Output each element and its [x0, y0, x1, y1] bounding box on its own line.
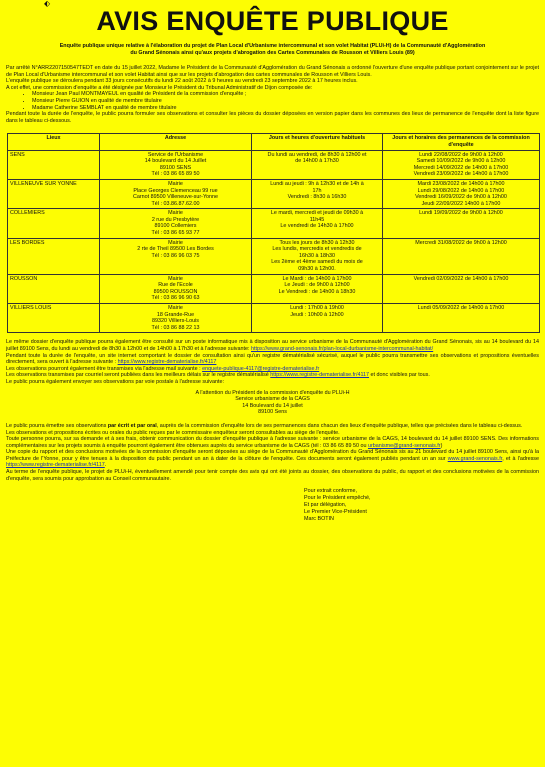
cell-lieu: VILLENEUVE SUR YONNE [8, 179, 100, 208]
cell-permanences-line: Vendredi 16/09/2022 de 9h00 à 12h00 [415, 194, 507, 201]
table-row [8, 209, 540, 238]
para-registre [6, 353, 539, 366]
table-row [8, 238, 540, 274]
cell-adresse-line: 18 Grande-Rue [156, 311, 195, 318]
cursor-icon: ⬖ [44, 0, 51, 8]
para-poste-informatique [6, 339, 539, 352]
signature-line: Le Premier Vice-Président [304, 509, 367, 516]
member-item: • Monsieur Jean Paul MONTMAYEUL en qualité de Président de la commission d'enquête ; [32, 91, 539, 98]
cell-horaires [252, 179, 383, 208]
cell-adresse-line: Place Georges Clemenceau 99 rue [133, 187, 218, 194]
para-terme: Au terme de l'enquête publique, le projet de PLUi-H, éventuellement amendé pour tenir compte des avis qui ont été joints au dossier, des observations du public, du rapport et des conclusions motivées de la commission d'enquête, sera soumis pour approbation au Conseil communautaire. [6, 469, 539, 482]
signature-block [304, 488, 539, 523]
table-body [8, 150, 540, 333]
cell-adresse-line: Tél : 03 86 65 93 77 [151, 230, 200, 237]
cell-adresse-line: 2 rte de Theil 89500 Les Bordes [137, 246, 214, 253]
cell-permanences-line: Jeudi 22/09/2022 14h00 à 17h00 [421, 200, 501, 207]
cell-adresse [100, 274, 252, 303]
cell-permanences-line: Mercredi 14/09/2022 de 14h00 à 17h00 [413, 164, 509, 171]
cell-lieu: COLLEMIERS [8, 209, 100, 238]
cell-horaires-line: de 14h00 à 17h30 [295, 158, 339, 165]
column-header-adresse: Adresse [100, 134, 252, 150]
cell-horaires-line: Les 2ème et 4ème samedi du mois de [271, 259, 363, 266]
para-text: Toute personne pourra, sur sa demande et à ses frais, obtenir communication du dossier d'enquête publique à l'adresse suivante : service urbanisme de la CAGS, 14 boulevard du 14 juillet 89100 SENS. Des informations complémentaires sur les projets soumis à enquête pourront également être obtenues auprès du service urbanisme de la CAGS (tél : 03 86 65 89 50 ou [6, 436, 539, 449]
para-text: Le public pourra émettre ses observations [6, 422, 107, 429]
link-registre[interactable]: https://www.registre-dematerialise.fr/4117 [117, 359, 217, 366]
column-header-horaires: Jours et heures d'ouverture habituels [252, 134, 383, 150]
cell-adresse-line: 89100 SENS [159, 164, 192, 171]
cell-lieu: SENS [8, 150, 100, 179]
signature-name: Marc BOTIN [304, 516, 334, 523]
para-oral [6, 423, 539, 430]
cell-adresse-line: 89500 ROUSSON [153, 288, 198, 295]
cell-lieu: LES BORDES [8, 238, 100, 274]
cell-permanences-line: Lundi 05/09/2022 de 14h00 à 17h00 [417, 305, 505, 311]
cell-permanences [383, 179, 540, 208]
cell-horaires-line: Le Mardi : de 14h00 à 17h00 [282, 275, 352, 282]
intro-consultation: Pendant toute la durée de l'enquête, le public pourra formuler ses observations et consulter les pièces du dossier déposées en version papier dans les communes des lieux de permanence de l'enquête dont la liste figure dans le tableau ci-dessous. [6, 111, 539, 124]
para-text: Les observations transmises par courriel seront publiées dans les meilleurs délais sur le registre dématérialisé [6, 372, 269, 379]
cell-horaires-line: 16h30 à 18h30 [299, 252, 335, 259]
para-text: , et à l'adresse [502, 455, 539, 462]
cell-horaires-line: 11h45 [309, 216, 325, 223]
cell-permanences [383, 274, 540, 303]
cell-adresse-line: Mairie [168, 210, 183, 217]
para-text: ) [440, 442, 443, 449]
para-mail [6, 366, 539, 373]
column-header-permanences: Jours et horaires des permanences de la commission d'enquête [383, 134, 540, 150]
postal-line: A l'attention du Président de la commission d'enquête du PLUi-H [195, 389, 350, 396]
cell-horaires-line: Le mardi, mercredi et jeudi de 09h30 à [270, 210, 364, 217]
para-postal: Le public pourra également envoyer ses observations par voie postale à l'adresse suivante: [6, 378, 224, 385]
postal-address [6, 390, 539, 416]
cell-adresse-line: Tél : 03 86 96 03 75 [151, 252, 200, 259]
cell-horaires [252, 274, 383, 303]
cell-adresse-line: Mairie [168, 305, 183, 311]
cell-permanences-line: Vendredi 23/09/2022 de 14h00 à 17h00 [413, 171, 509, 178]
link-grand-senonais-plui[interactable]: https://www.grand-senonais.fr/plan-local-durbanisme-intercommunal-habitat/ [251, 345, 434, 352]
cell-permanences-line: Vendredi 02/09/2022 de 14h00 à 17h00 [413, 275, 509, 282]
cell-adresse [100, 209, 252, 238]
para-text: Les observations pourront également être transmises via l'adresse mail suivante : [6, 365, 201, 372]
member-item: • Madame Catherine SEMBLAT en qualité de membre titulaire [32, 105, 539, 112]
cell-horaires-line: Le vendredi de 14h30 à 17h00 [280, 223, 354, 230]
postal-line: 89100 Sens [258, 409, 287, 416]
cell-permanences-line: Mardi 23/08/2022 de 14h00 à 17h00 [417, 180, 505, 187]
cell-permanences-line: Mercredi 31/08/2022 de 9h00 à 12h00 [415, 239, 507, 246]
cell-horaires-line: Vendredi : 8h30 à 16h30 [287, 194, 347, 201]
cell-horaires-line: Jeudi : 10h00 à 12h00 [290, 311, 344, 318]
cell-horaires-line: Le Vendredi : de 14h00 à 18h30 [278, 288, 356, 295]
cell-horaires-line: Lundi au jeudi : 9h à 12h30 et de 14h à [270, 180, 364, 187]
subtitle-line: du Grand Sénonais ainsi qu'aux projets d'abrogation des Cartes Communales de Rousson et Villiers Louis (89) [130, 50, 415, 56]
para-text: . [104, 462, 107, 469]
signature-line: Pour le Président empêché, [304, 495, 371, 502]
para-observations: Les observations et propositions écrites ou orales du public reçues par le commissaire enquêteur seront consultables au siège de l'enquête. [6, 429, 340, 436]
cell-permanences [383, 238, 540, 274]
para-rapport [6, 449, 539, 469]
link-registre[interactable]: https://www.registre-dematerialise.fr/4117 [6, 462, 105, 469]
cell-horaires-line: 09h30 à 12h00. [298, 266, 336, 273]
cell-adresse-line: Tél : 03 86 88 22 13 [151, 324, 200, 331]
para-text: et donc visibles par tous. [370, 372, 430, 379]
cell-horaires-line: Le Jeudi : de 9h00 à 12h00 [284, 282, 350, 289]
intro-arrete: Par arrêté N°ARR2207150547TEDT en date du 15 juillet 2022, Madame le Président de la Communauté d'Agglomération du Grand Sénonais a ordonné l'ouverture d'une enquête publique portant conjointement sur le projet de Plan Local d'Urbanisme intercommunal et son volet Habitat ainsi que sur les projets d'abrogation des cartes communales de Rousson et Villiers Louis. [6, 65, 539, 78]
para-text: Pendant toute la durée de l'enquête, un site internet comportant le dossier de consultation ainsi qu'un registre dématérialisé sécurisé, auquel le public pourra transmettre ses observations et propositions éventuelles directement, sera ouvert à l'adresse suivante : [6, 352, 539, 366]
para-text: Une copie du rapport et des conclusions motivées de la commission d'enquête seront déposées au siège de la Communauté d'Agglomération du Grand Sénonais sis au 21 boulevard du 14 juillet 89100 Sens, ainsi qu'à la Préfecture de l'Yonne, pour y être tenues à la disposition du public pendant un an à dater de la clôture de l'enquête. Ces documents seront également publiés pendant un an sur [6, 449, 539, 462]
cell-horaires [252, 150, 383, 179]
intro-duration: L'enquête publique se déroulera pendant 33 jours consécutifs du lundi 22 août 2022 à 9 heures au vendredi 23 septembre 2022 à 17 heures inclus. [6, 78, 358, 85]
cell-horaires-line: 17h [312, 187, 322, 194]
cell-horaires [252, 304, 383, 333]
cell-adresse-line: Mairie [168, 275, 183, 282]
cell-adresse-line: Carnot 89500 Villeneuve-sur-Yonne [132, 194, 219, 201]
cell-adresse-line: Tél : 03 86 65 89 50 [151, 171, 200, 178]
cell-adresse-line: Tél : 03.86.87.62.00 [151, 200, 200, 207]
para-text: , auprès de la commission d'enquête lors de ses permanences dans chacun des lieux d'enquête publique, telles que précisées dans le tableau ci-dessus. [156, 422, 523, 429]
commission-members [6, 91, 539, 111]
table-row [8, 179, 540, 208]
table-row [8, 274, 540, 303]
para-communication [6, 436, 539, 449]
signature-line: Et par délégation, [304, 502, 347, 509]
subtitle-line: Enquête publique unique relative à l'élaboration du projet de Plan Local d'Urbanisme intercommunal et son volet Habitat (PLUi-H) de la Communauté d'Agglomération [59, 43, 486, 49]
member-item: • Monsieur Pierre GUION en qualité de membre titulaire [32, 98, 539, 105]
cell-lieu: VILLIERS LOUIS [8, 304, 100, 333]
cell-adresse [100, 304, 252, 333]
cell-permanences [383, 150, 540, 179]
cell-adresse-line: Mairie [168, 180, 183, 187]
para-courriel [6, 372, 539, 379]
postal-line: Service urbanisme de la CAGS [235, 396, 310, 403]
cell-horaires-line: Du lundi au vendredi, de 8h30 à 12h00 et [267, 151, 367, 158]
cell-horaires [252, 209, 383, 238]
cell-adresse-line: Tél : 03 86 96 90 63 [151, 295, 200, 302]
cell-horaires-line: Lundi : 17h00 à 19h00 [290, 305, 344, 311]
link-email-urbanisme[interactable]: urbanisme@grand-senonais.fr [367, 442, 441, 449]
cell-lieu: ROUSSON [8, 274, 100, 303]
postal-line: 14 Boulevard du 14 juillet [242, 402, 303, 409]
cell-adresse-line: 14 boulevard du 14 Juillet [144, 158, 207, 165]
permanences-table [7, 133, 540, 333]
page-title: AVIS ENQUÊTE PUBLIQUE [96, 6, 449, 36]
cell-horaires [252, 238, 383, 274]
link-grand-senonais[interactable]: www.grand-senonais.fr [447, 455, 503, 462]
cell-horaires-line: Les lundis, mercredis et vendredis de [272, 246, 362, 253]
link-email-registre[interactable]: enquete-publique-4117@registre-dematerialise.fr [202, 365, 320, 372]
para-text: Le même dossier d'enquête publique pourra également être consulté sur un poste informatique mis à disposition au service urbanisme de la Communauté d'Agglomération du Grand Sénonais, sis au 14 boulevard du 14 juillet 89100 Sens, du lundi au vendredi de 8h30 à 12h00 et de 14h00 à 17h30 et à l'adresse suivante: [6, 339, 539, 352]
cell-adresse-line: 89320 Villiers-Louis [152, 318, 199, 325]
cell-adresse [100, 238, 252, 274]
cell-adresse-line: Mairie [168, 239, 183, 246]
cell-horaires-line: Tous les jours de 8h30 à 12h30 [279, 239, 355, 246]
cell-permanences-line: Lundi 22/08/2022 de 9h00 à 12h00 [419, 151, 503, 158]
cell-permanences-line: Lundi 29/08/2022 de 14h00 à 17h00 [417, 187, 505, 194]
column-header-lieux: Lieux [8, 134, 100, 150]
cell-adresse-line: 2 rue du Presbytère [151, 216, 200, 223]
cell-permanences-line: Samedi 10/09/2022 de 9h00 à 12h00 [416, 158, 506, 165]
cell-adresse [100, 150, 252, 179]
subtitle [6, 43, 539, 57]
cell-permanences-line: Lundi 19/09/2022 de 9h00 à 12h00 [419, 210, 503, 217]
cell-adresse [100, 179, 252, 208]
link-registre[interactable]: https://www.registre-dematerialise.fr/4117 [270, 372, 370, 379]
table-header-row [8, 134, 540, 150]
cell-adresse-line: Rue de l'Ecole [158, 282, 193, 289]
intro-commission: A cet effet, une commission d'enquête a été désignée par Monsieur le Président du Tribunal Administratif de Dijon composée de: [6, 84, 313, 91]
table-row [8, 304, 540, 333]
cell-adresse-line: Service de l'Urbanisme [147, 151, 204, 158]
table-row [8, 150, 540, 179]
cell-permanences [383, 304, 540, 333]
signature-line: Pour extrait conforme, [304, 488, 358, 495]
para-bold: par écrit et par oral [107, 422, 157, 429]
cell-permanences [383, 209, 540, 238]
cell-adresse-line: 89100 Collemiers [154, 223, 197, 230]
